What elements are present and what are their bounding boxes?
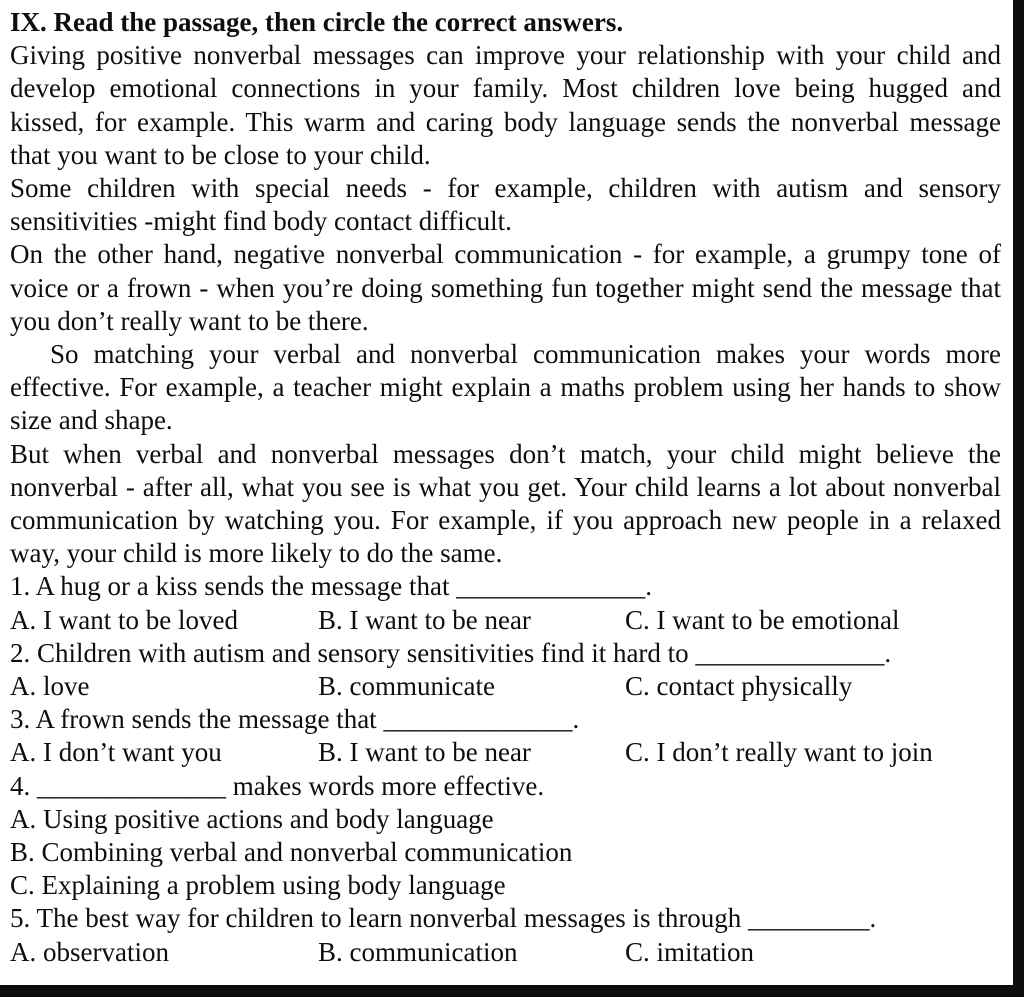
question-5-option-b: B. communication — [318, 936, 518, 967]
passage-paragraph-1: Giving positive nonverbal messages can improve your relationship with your child and develop emotional connections in your family. Most children love being hugged and kissed, for example. This warm and caring body language sends the nonverbal message that you want to be close to your child. — [10, 40, 1001, 170]
question-4-option-b: B. Combining verbal and nonverbal communication — [10, 837, 573, 868]
question-3-options — [10, 736, 1001, 769]
question-3-option-c: C. I don’t really want to join — [625, 737, 933, 768]
question-3-option-a: A. I don’t want you — [10, 737, 222, 768]
question-4-text: 4. ______________ makes words more effective. — [10, 770, 545, 801]
passage-paragraph-5: But when verbal and nonverbal messages don’t match, your child might believe the nonverbal - after all, what you see is what you get. Your child learns a lot about nonverbal communication by watching you. For example, if you approach new people in a relaxed way, your child is more likely to do the same. — [10, 438, 1001, 569]
question-2-options — [10, 670, 1001, 703]
passage-paragraph-3: On the other hand, negative nonverbal communication - for example, a grumpy tone of voice or a frown - when you’re doing something fun together might send the message that you don’t really want to be there. — [10, 239, 1001, 336]
question-4-options — [10, 803, 1001, 903]
question-1-option-c: C. I want to be emotional — [625, 604, 900, 635]
question-4-option-c: C. Explaining a problem using body language — [10, 870, 506, 901]
question-5-option-c: C. imitation — [625, 936, 755, 967]
question-3-text: 3. A frown sends the message that ______________. — [10, 704, 580, 735]
question-1-options — [10, 604, 1001, 637]
question-5-text: 5. The best way for children to learn nonverbal messages is through _________. — [10, 903, 877, 934]
question-5-option-a: A. observation — [10, 936, 169, 967]
question-5-options — [10, 936, 1001, 969]
question-4-option-a: A. Using positive actions and body language — [10, 803, 494, 834]
passage-paragraph-2: Some children with special needs - for example, children with autism and sensory sensitivities -might find body contact difficult. — [10, 173, 1001, 237]
exercise-title: IX. Read the passage, then circle the correct answers. — [10, 7, 624, 37]
question-1-option-b: B. I want to be near — [318, 604, 531, 635]
question-2-option-a: A. love — [10, 671, 90, 702]
question-1-text: 1. A hug or a kiss sends the message that ______________. — [10, 571, 652, 602]
question-3-option-b: B. I want to be near — [318, 737, 531, 768]
question-1-option-a: A. I want to be loved — [10, 604, 238, 635]
question-2-option-c: C. contact physically — [625, 671, 853, 702]
passage-paragraph-4: So matching your verbal and nonverbal communication makes your words more effective. For example, a teacher might explain a maths problem using her hands to show size and shape. — [10, 339, 1001, 436]
question-2-text: 2. Children with autism and sensory sensitivities find it hard to ______________. — [10, 637, 892, 668]
question-2-option-b: B. communicate — [318, 671, 495, 702]
